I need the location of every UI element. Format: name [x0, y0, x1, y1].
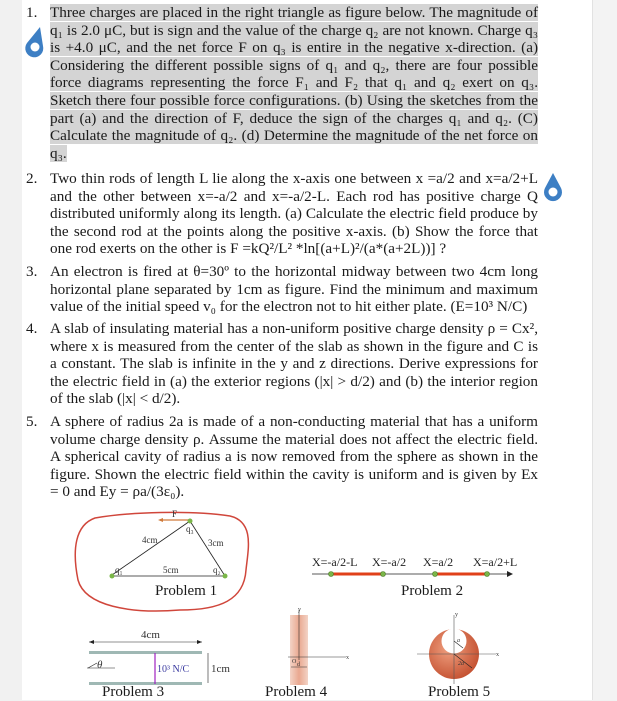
- problem-text: A slab of insulating material has a non-uniform positive charge density ρ = Cx², where x is measured from the center of the slab as shown in the figure and C is a constant. The slab is infinite in the y and z directions. Derive expressions for the electric field in (a) the exterior regions (|x| > d/2) and (b) the interior region of the slab (|x| < d/2).: [50, 320, 538, 408]
- gap-label: 1cm: [211, 663, 230, 675]
- problem-text: An electron is fired at θ=30º to the horizontal midway between two 4cm long horizontal plane separated by 1cm as figure. Find the minimum and maximum value of the initial speed v₀ for the electron not to hit either plate. (E=10³ N/C): [50, 263, 538, 316]
- scrollbar-track[interactable]: [592, 0, 617, 700]
- problem-5: [26, 413, 538, 501]
- problem-1-caption: Problem 1: [155, 583, 218, 599]
- problem-3: [26, 263, 538, 316]
- problem-number: 5.: [26, 413, 38, 430]
- problem-number: 1.: [26, 4, 38, 21]
- problem-3-caption: Problem 3: [102, 684, 165, 700]
- problem-3-figure: [85, 629, 230, 686]
- problem-number: 4.: [26, 320, 38, 337]
- problem-text-selected[interactable]: Three charges are placed in the right triangle as figure below. The magnitude of q₁ is 2.0 μC, but is sign and the value of the charge q₂ are not known. Charge q₃ is +4.0 μC, and the net force F on q₃ is entire in the negative x-direction. (a) Considering the different possible signs of q₁ and q₂, there are four possible force diagrams representing the force F₁ and F₂ that q₁ and q₂ exert on q₃. Sketch there four possible force configurations. (b) Using the sketches from the part (a) and the direction of F, deduce the sign of the charges q₁ and q₂. (C) Calculate the magnitude of q₂. (d) Determine the magnitude of the net force on q₃.: [50, 4, 538, 162]
- figure-label: O: [292, 659, 297, 665]
- force-label: F: [172, 509, 178, 519]
- q1-label: q₁: [115, 565, 123, 575]
- field-label: 10³ N/C: [157, 664, 190, 675]
- problem-4-figure: [280, 605, 352, 685]
- figure-label: x: [496, 652, 499, 658]
- problem-2: [26, 170, 538, 258]
- figure-label: y: [298, 607, 301, 613]
- problem-number: 2.: [26, 170, 38, 187]
- selection-start-handle-icon[interactable]: [24, 26, 46, 56]
- problem-1: [26, 4, 538, 162]
- problem-4: [26, 320, 538, 408]
- q3-label: q₃: [186, 524, 194, 534]
- problem-number: 3.: [26, 263, 38, 280]
- figure-label: 2a: [458, 661, 464, 667]
- problem-text: A sphere of radius 2a is made of a non-conducting material that has a uniform volume charge density ρ. Assume the material does not affect the electric field. A spherical cavity of radius a is now removed from the sphere as shown in the figure. Shown the electric field within the cavity is uniform and is given by Ex = 0 and Ey = ρa/(3ε₀).: [50, 413, 538, 501]
- q2-label: q₂: [213, 565, 221, 575]
- problem-5-figure: [412, 612, 502, 687]
- figure-label: a: [457, 638, 460, 644]
- figure-label: d: [297, 662, 300, 668]
- x-label: X=a/2+L: [473, 555, 518, 569]
- x-label: X=a/2: [423, 555, 454, 569]
- figure-label: y: [455, 612, 458, 618]
- problem-2-figure: [310, 555, 518, 580]
- problem-5-caption: Problem 5: [428, 684, 491, 700]
- side-c-label: 5cm: [163, 565, 179, 575]
- angle-label: θ: [97, 659, 103, 671]
- side-a-label: 4cm: [142, 535, 158, 545]
- problem-2-caption: Problem 2: [401, 583, 464, 599]
- problem-4-caption: Problem 4: [265, 684, 328, 700]
- length-label: 4cm: [141, 629, 160, 641]
- side-b-label: 3cm: [208, 538, 224, 548]
- figure-label: x: [346, 655, 349, 661]
- problem-text: Two thin rods of length L lie along the x-axis one between x =a/2 and x=a/2+L and the other between x=-a/2 and x=-a/2-L. Each rod has positive charge Q distributed uniformly along its length. (a) Calculate the electric field produce by the second rod at the points along the positive x-axis. (b) Show the force that one rod exerts on the other is F =kQ²/L² *ln[(a+L)²/(a*(a+2L))] ?: [50, 170, 538, 258]
- x-label: X=-a/2: [372, 555, 407, 569]
- selection-end-handle-icon[interactable]: [542, 172, 564, 202]
- x-label: X=-a/2-L: [312, 555, 358, 569]
